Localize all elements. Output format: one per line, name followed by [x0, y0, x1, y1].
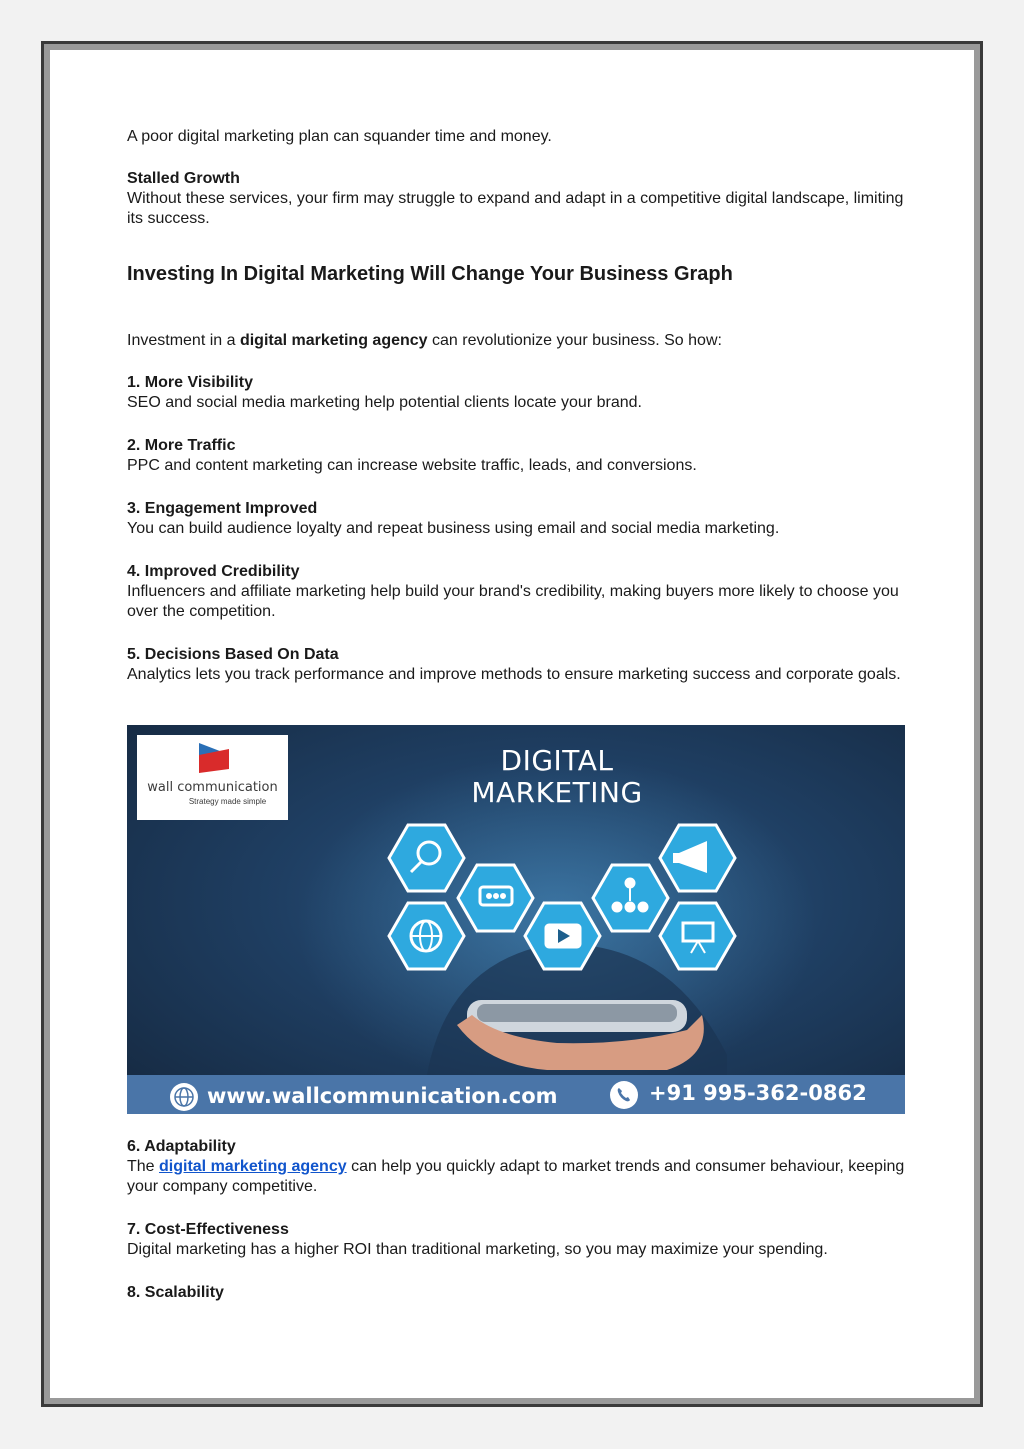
item-text-pre: The: [127, 1158, 160, 1175]
website-url: www.wallcommunication.com: [207, 1084, 558, 1108]
logo-name: wall communication: [147, 780, 278, 795]
investment-bold: digital marketing agency: [239, 332, 428, 349]
phone-number: +91 995-362-0862: [649, 1081, 867, 1105]
item-heading: 1. More Visibility: [127, 374, 253, 391]
stalled-growth-text: Without these services, your firm may struggle to expand and adapt in a competitive digital landscape, limiting its success.: [127, 190, 904, 227]
banner-title: [427, 745, 687, 809]
banner-title-line2: MARKETING: [471, 776, 643, 809]
item-text: Influencers and affiliate marketing help build your brand's credibility, making buyers more likely to choose you over the competition.: [127, 583, 899, 620]
stalled-growth-heading: Stalled Growth: [127, 170, 240, 187]
intro-text: A poor digital marketing plan can squander time and money.: [127, 128, 552, 145]
banner-title-line1: DIGITAL: [500, 744, 614, 777]
investment-text: [127, 331, 722, 351]
item-text-post: can help you quickly adapt to market trends and consumer behaviour, keeping your company competitive.: [127, 1158, 905, 1195]
phone-icon: [609, 1080, 639, 1110]
investment-pre: Investment in a: [127, 332, 240, 349]
item-text: You can build audience loyalty and repeat business using email and social media marketing.: [127, 520, 780, 537]
item-text: Digital marketing has a higher ROI than traditional marketing, so you may maximize your spending.: [127, 1241, 828, 1258]
item-heading: 2. More Traffic: [127, 437, 236, 454]
item-heading: 8. Scalability: [127, 1284, 224, 1301]
item-heading: 4. Improved Credibility: [127, 563, 300, 580]
item-heading: 5. Decisions Based On Data: [127, 646, 339, 663]
item-heading: 7. Cost-Effectiveness: [127, 1221, 289, 1238]
list-item: [127, 1283, 907, 1303]
company-logo: [137, 735, 288, 820]
item-text: [127, 1157, 907, 1197]
item-heading: 3. Engagement Improved: [127, 500, 318, 517]
phone-screen-shape: [477, 1004, 677, 1022]
item-text: SEO and social media marketing help potential clients locate your brand.: [127, 394, 642, 411]
list-item: [127, 1137, 907, 1197]
list-item: [127, 373, 907, 413]
item-text: PPC and content marketing can increase website traffic, leads, and conversions.: [127, 457, 697, 474]
globe-circle-icon: [169, 1082, 199, 1112]
page: [50, 50, 974, 1398]
item-heading: 6. Adaptability: [127, 1138, 236, 1155]
logo-mark-icon: [195, 741, 231, 775]
list-item: [127, 1220, 907, 1260]
list-item: [127, 645, 907, 685]
banner-footer: [127, 1075, 905, 1114]
digital-marketing-banner: [127, 725, 905, 1114]
digital-marketing-agency-link[interactable]: digital marketing agency: [159, 1158, 347, 1175]
item-text: Analytics lets you track performance and improve methods to ensure marketing success and corporate goals.: [127, 666, 901, 683]
logo-tagline: Strategy made simple: [188, 797, 267, 806]
page-frame: [41, 41, 983, 1407]
section-heading: Investing In Digital Marketing Will Change Your Business Graph: [127, 263, 733, 285]
stalled-growth-block: [127, 169, 907, 229]
list-item: [127, 562, 907, 622]
list-item: [127, 499, 907, 539]
list-item: [127, 436, 907, 476]
investment-post: can revolutionize your business. So how:: [427, 332, 722, 349]
